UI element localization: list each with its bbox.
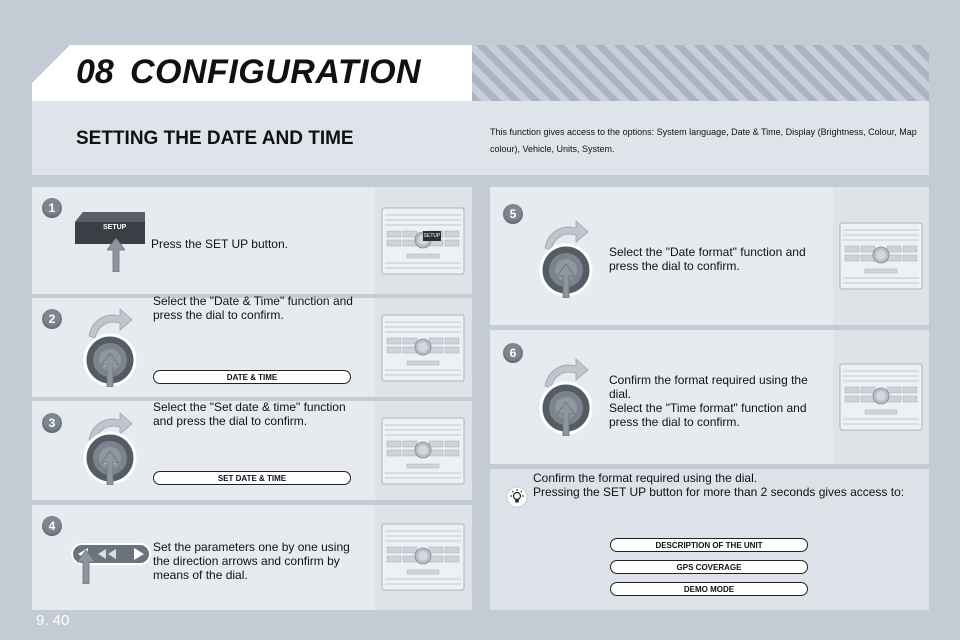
header-hatch-pattern [472,45,929,101]
step-5-radio-image [833,187,929,325]
push-arrow-icon [557,264,575,298]
radio-unit-icon [381,207,465,275]
push-arrow-icon [107,238,125,272]
setup-button-label: SETUP [103,224,127,231]
step-1-text: Press the SET UP button. [151,237,288,251]
radio-unit-icon [839,363,923,431]
step-4-radio-image [375,505,472,610]
set-date-time-menu-item[interactable]: SET DATE & TIME [153,471,351,485]
step-3-number: 3 [42,413,62,433]
step-1-radio-image [375,187,472,294]
push-arrow-icon [101,353,119,387]
lightbulb-icon [506,486,528,508]
chapter-number: 08 [76,53,114,91]
step-2-number: 2 [42,309,62,329]
section-title: SETTING THE DATE AND TIME [76,128,354,149]
chapter-title: CONFIGURATION [130,53,422,91]
gps-coverage-option[interactable]: GPS COVERAGE [610,560,808,574]
step-5-text: Select the "Date format" function and press the dial to confirm. [609,245,806,273]
radio-unit-icon [381,417,465,485]
radio-unit-icon [381,314,465,382]
push-arrow-icon [101,451,119,485]
step-6-text: Confirm the format required using the dial. Select the "Time format" function and press the dial to confirm. [609,373,808,429]
step-4-number: 4 [42,516,62,536]
step-1-number: 1 [42,198,62,218]
push-arrow-icon [557,402,575,436]
page-number: 9. 40 [36,612,70,629]
step-2-text: Select the "Date & Time" function and press the dial to confirm. [153,294,353,322]
step-4-text: Set the parameters one by one using the direction arrows and confirm by means of the dial. [153,540,350,582]
step-5-number: 5 [503,204,523,224]
intro-text: This function gives access to the options: System language, Date & Time, Display (Brightness, Colour, Map colour), Vehicle, Units, System. [490,127,917,154]
tip-text: Confirm the format required using the dial. Pressing the SET UP button for more than 2 seconds gives access to: [533,471,905,499]
step-3-radio-image [375,401,472,500]
radio-unit-icon [381,523,465,591]
radio-unit-icon [839,222,923,290]
date-time-menu-item[interactable]: DATE & TIME [153,370,351,384]
setup-highlight-icon: SETUP [423,233,441,239]
push-arrow-icon [77,550,95,584]
demo-mode-option[interactable]: DEMO MODE [610,582,808,596]
description-of-unit-option[interactable]: DESCRIPTION OF THE UNIT [610,538,808,552]
step-3-text: Select the "Set date & time" function and press the dial to confirm. [153,400,346,428]
step-2-radio-image [375,298,472,397]
step-6-number: 6 [503,343,523,363]
step-6-radio-image [833,330,929,464]
